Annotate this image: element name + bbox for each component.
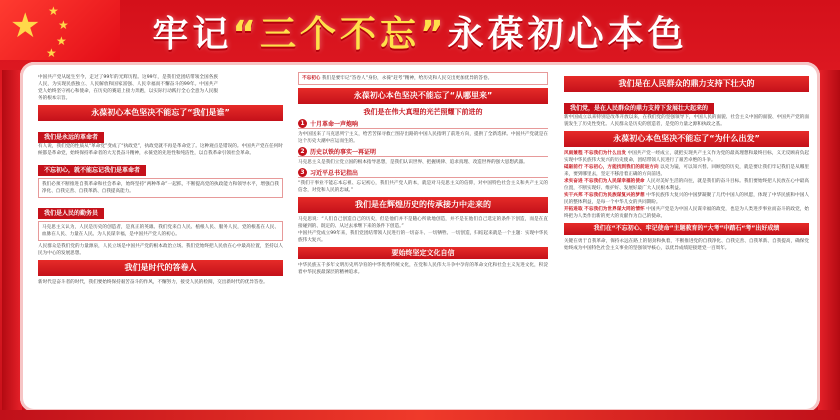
section-ribbon: 我们是在辉煌历史的传承接力中走来的 [298,197,548,213]
item-title: 不忘我们为民族谋复兴的梦想 [584,193,645,198]
section-text: 我们必须不断推进自我革命和社会革命，始终坚持“两种革命”一起抓，不断提高党的执政能力和领导水平，增强自我净化、自我完善、自我革新、自我提高能力。 [38,178,283,198]
section-tag: 我们是永远的革命者 [38,132,104,143]
content-board [20,62,820,412]
flag-star-icon: ★ [48,4,59,18]
list-item [298,168,548,178]
item-key: 砥砺前行 [564,165,583,170]
list-item [564,192,809,206]
section-text: 为中国送来了马克思列宁主义，给苦苦探寻救亡图存出路的中国人民指明了前进方向，提供了全新选择。中国共产党就是在这个历史大潮中应运而生的。 [298,132,548,144]
list-item [298,119,548,129]
item-title: 不忘我们为世界谋大同的情怀 [584,207,645,212]
flag-star-icon: ★ [58,18,69,32]
section-text: 马克思主义认为，人民是历史的创造者，是真正的英雄。我们党来自人民、植根人民、服务人民，党的根基在人民、血脉在人民、力量在人民。为人民谋幸福，是中国共产党人的初心。 [38,221,283,241]
section-tag: 我们党，是在人民群众的鼎力支持下发展壮大起来的 [564,103,714,114]
section-text: 人民群众是我们党的力量源泉，人民立场是中国共产党的根本政治立场。我们党始终把人民放在心中最高位置，坚持以人民为中心的发展思想。 [38,244,283,256]
list-item [298,147,548,157]
flag-star-icon: ★ [10,6,41,46]
section-text: 马克思主义是我们立党立国的根本指导思想，是我们认识世界、把握规律、追求真理、改造世界的强大思想武器。 [298,160,528,165]
banner-text: 我们是要牢记“答卷人”身份，永葆“赶考”精神，给历史和人民交出更加优异的答卷。 [321,76,493,81]
list-item [564,164,809,178]
title-text: 牢记 [152,14,233,55]
item-text: 以史为镜，可以知兴替。回顾党的历史，就是要让我们牢记我们是从哪里来，要到哪里去，坚定不移沿着正确的方向前进。 [564,165,809,177]
item-text: 中华民族伟大复兴的中国梦凝聚了几代中国人的夙愿，体现了中华民族和中国人民的整体利益，是每一个中华儿女的共同期盼。 [564,193,809,205]
number-badge: 2 [298,147,307,156]
section-text: “我们干事业不能忘本忘祖、忘记初心，我们共产党人的本，就是对马克思主义的信仰，对中国特色社会主义和共产主义的信念，对党和人民的忠诚。” [298,181,548,193]
item-text: 中国共产党是为中国人民谋幸福的政党，也是为人类进步事业而奋斗的政党，始终把为人类作出新的更大的贡献作为自己的使命。 [564,207,809,219]
section-text: 关键在勇于自我革命，保持永远在路上的韧劲和执着，不断推进党的自我净化、自我完善、自我革新、自我提高，确保党始终成为中国特色社会主义事业的坚强领导核心，以优异成绩迎接建党一百周年。 [564,239,809,251]
section-ribbon: 我们是时代的答卷人 [38,260,283,276]
section-text: 新中国成立以来特别是改革开放以来，在我们党的坚强领导下，中国人民的面貌、社会主义中国的面貌、中国共产党的面貌发生了历史性变化。人民群众是历史的创造者，是党的力量之源和执政之基。 [564,115,809,127]
section-ribbon: 我们是在人民群众的鼎力支持下壮大的 [564,76,809,92]
left-decoration [2,70,22,410]
list-item [564,150,809,164]
section-ribbon: 永葆初心本色坚决不能忘了“我们是谁” [38,105,283,121]
item-key: 求实奋进 [564,179,583,184]
section-ribbon: 要始终坚定文化自信 [298,247,548,259]
middle-column [298,66,548,408]
left-column [38,66,283,408]
section-subtitle: 我们是在伟大真理的光芒照耀下前进的 [363,108,483,116]
list-item [564,178,809,192]
section-tag: 不忘初心，就不能忘记我们是革命者 [38,165,146,176]
section-text: 中国共产党成立99年来，我们党团结带领人民进行的一切奋斗、一切牺牲、一切创造，归结起来就是一个主题：实现中华民族伟大复兴。 [298,231,548,243]
item-title: 不忘我们为人民谋幸福的使命 [584,179,645,184]
banner-label: 不忘初心 [302,76,321,81]
section-text: 有人说，我们党的性质从“革命党”变成了“执政党”，执政党就不再是革命党了。这种观点是错误的。中国共产党在任何时候都是革命党，始终保持革命者的大无畏奋斗精神，永葆党的先进性和纯洁性，以自我革命引领社会革命。 [38,144,283,156]
section-ribbon: 我们在“不忘初心、牢记使命”主题教育的“大考”中踏石“考”出好成绩 [564,223,809,235]
list-item [564,206,809,220]
number-badge: 3 [298,168,307,177]
item-title: 历史以铁的事实一再证明 [310,149,377,156]
page-title [0,6,840,57]
item-title: 习近平总书记指出 [310,170,359,177]
section-tag: 我们是人民的勤务员 [38,208,104,219]
number-badge: 1 [298,119,307,128]
bottom-border [0,410,840,420]
flag-star-icon: ★ [46,46,57,60]
intro-text: 中国共产党从诞生至今，走过了99年的光辉历程。这99年，是我们党团结带领全国各族人民，为实现民族独立、人民解放和国家富强、人民幸福而不懈奋斗的99年。中国共产党人始终坚守初心和使命，在历史的赛道上接力奔跑，以实际行动践行全心全意为人民服务的根本宗旨。 [38,75,218,101]
banner-box [298,72,548,85]
item-key: 开拓进取 [564,207,583,212]
right-column [564,66,809,408]
item-key: 实干兴邦 [564,193,583,198]
item-title: 十月革命一声炮响 [310,121,359,128]
section-ribbon: 永葆初心本色坚决不能忘了“为什么出发” [564,131,809,147]
section-text: 马克思说：“人们自己创造自己的历史，但是他们并不是随心所欲地创造，并不是在他们自己选定的条件下创造，而是在直接碰到的、既定的、从过去承继下来的条件下创造。” [298,217,548,229]
item-text: 人民对美好生活的向往，就是我们的奋斗目标。我们要始终把人民放在心中最高位置，不断实现好、维护好、发展好最广大人民根本利益。 [564,179,809,191]
item-title: 不忘初心，方能找到我们的前进方向 [584,165,659,170]
flag-star-icon: ★ [56,34,67,48]
item-key: 风雨兼程 [564,151,583,156]
item-text: 中国共产党一经成立，就把实现共产主义作为党的最高理想和最终目标，义无反顾肩负起实现中华民族伟大复兴的历史使命，团结带领人民进行了艰苦卓绝的斗争。 [564,151,809,163]
item-title: 不忘我们为什么出发 [584,151,627,156]
right-decoration [818,70,840,410]
title-highlight: “三个不忘” [232,14,448,55]
section-text: 新时代是奋斗者的时代，我们要始终保持艰苦奋斗的作风，不懈努力，接受人民的检阅，交出新时代的优异答卷。 [38,280,268,285]
section-ribbon: 永葆初心本色坚决不能忘了“从哪里来” [298,88,548,104]
title-text: 永葆初心本色 [447,14,688,55]
section-text: 中华民族五千多年文明历史所孕育的中华优秀传统文化，在党和人民伟大斗争中孕育的革命文化和社会主义先进文化，积淀着中华民族最深层的精神追求。 [298,263,548,275]
